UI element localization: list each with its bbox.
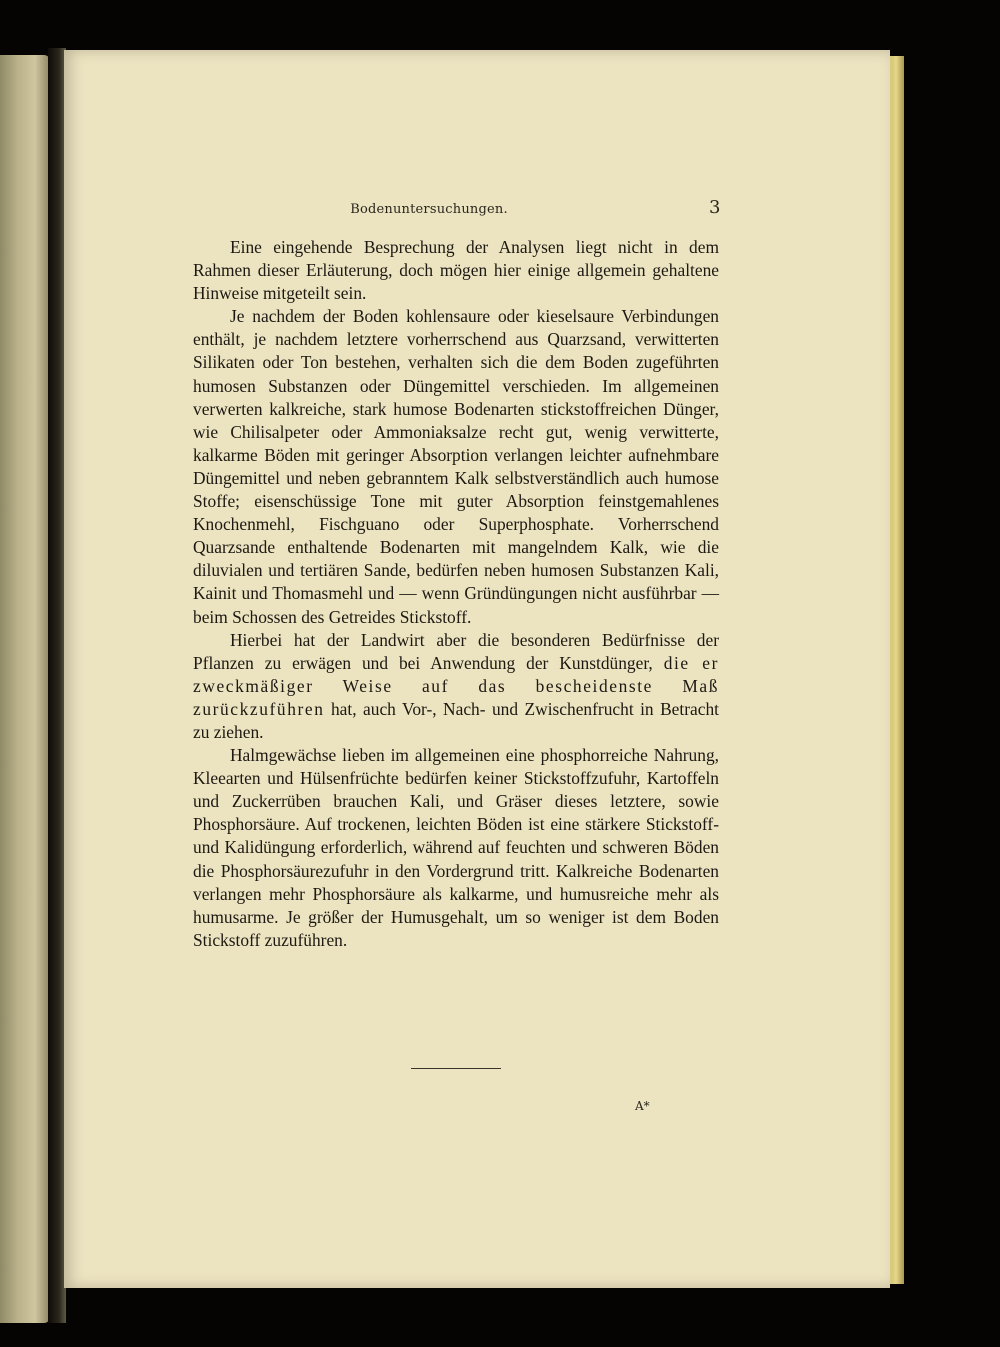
running-head: Bodenuntersuchungen. — [350, 202, 508, 217]
paragraph-3 — [193, 629, 719, 744]
paragraph-3-end: hat, auch Vor-, Nach- und Zwischenfrucht in Betracht zu ziehen. — [193, 698, 719, 742]
paragraph-3-emphasis: die er zweckmäßiger Weise auf das bescheidenste Maß zurückzuführen — [193, 652, 719, 719]
page-header — [64, 194, 890, 224]
paragraph-1: Eine eingehende Besprechung der Analysen liegt nicht in dem Rahmen dieser Erläuterung, doch mögen hier einige allgemein gehaltene Hinweise mitgeteilt sein. — [193, 237, 719, 304]
paragraph-4: Halmgewächse lieben im allgemeinen eine phosphorreiche Nahrung, Kleearten und Hülsenfrüchte bedürfen keiner Stickstoffzufuhr, Kartoffeln und Zuckerrüben brauchen Kali, und Gräser dieses letztere, sowie Phosphorsäure. Auf trockenen, leichten Böden ist eine stärkere Stickstoff- und Kalidüngung erforderlich, während auf feuchten und schweren Böden die Phosphorsäurezufuhr in den Vordergrund tritt. Kalkreiche Bodenarten verlangen mehr Phosphorsäure als kalkarme, und humusreiche mehr als humusarme. Je größer der Humusgehalt, um so weniger ist dem Boden Stickstoff zuzuführen. — [193, 745, 719, 950]
page-number: 3 — [709, 197, 721, 218]
signature-mark: A* — [635, 1099, 650, 1113]
previous-page-edge — [0, 55, 50, 1323]
book-page — [64, 50, 890, 1288]
end-rule — [411, 1068, 501, 1069]
paragraph-2: Je nachdem der Boden kohlensaure oder kieselsaure Verbindungen enthält, je nachdem letztere vorherrschend aus Quarzsand, verwitterten Silikaten oder Ton bestehen, verhalten sich die dem Boden zugeführten humosen Substanzen oder Düngemittel verschieden. Im allgemeinen verwerten kalkreiche, stark humose Bodenarten stickstoffreichen Dünger, wie Chilisalpeter oder Ammoniaksalze recht gut, wenig verwitterte, kalkarme Böden mit geringer Absorption verlangen leichter aufnehmbare Düngemittel und neben gebranntem Kalk selbstverständlich auch humose Stoffe; eisenschüssige Tone mit guter Absorption feinstgemahlenes Knochenmehl, Fischguano oder Superphosphate. Vorherrschend Quarzsande enthaltende Bodenarten mit mangelndem Kalk, wie die diluvialen und tertiären Sande, bedürfen neben humosen Substanzen Kali, Kainit und Thomasmehl und — wenn Gründüngungen nicht ausführbar — beim Schossen des Getreides Stickstoff. — [193, 306, 719, 627]
page-body — [193, 236, 719, 952]
paragraph-3-start: Hierbei hat der Landwirt aber die besonderen Bedürfnisse der Pflanzen zu erwägen und bei Anwendung der Kunstdünger, — [193, 629, 719, 673]
